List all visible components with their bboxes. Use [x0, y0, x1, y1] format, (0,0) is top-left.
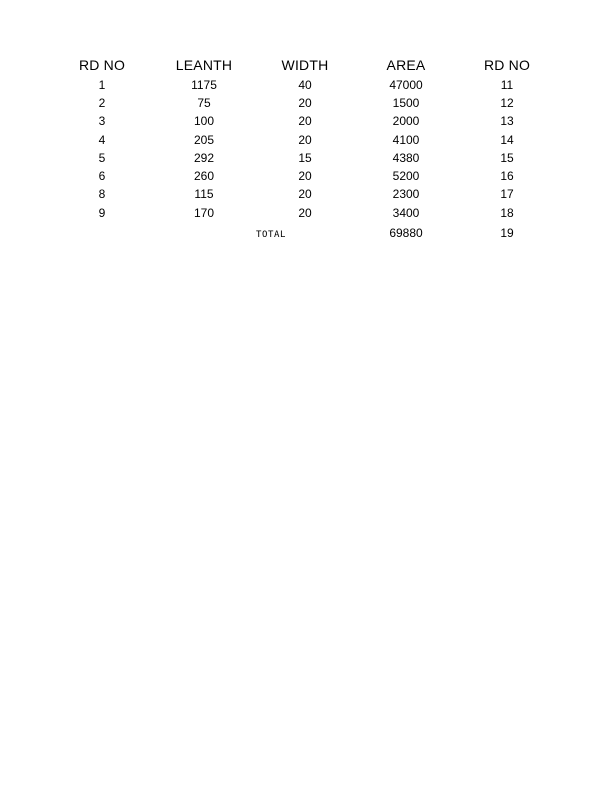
cell-length: 115 — [194, 187, 214, 201]
header-width: WIDTH — [281, 57, 329, 73]
cell-area: 5200 — [392, 169, 420, 183]
cell-rd-no: 3 — [98, 114, 106, 128]
cell-rd-no-right: 14 — [500, 133, 514, 147]
cell-area: 4380 — [392, 151, 420, 165]
cell-area: 2300 — [392, 187, 420, 201]
cell-length: 1175 — [191, 78, 217, 92]
header-length: LEANTH — [175, 57, 233, 73]
cell-rd-no-right: 15 — [500, 151, 514, 165]
cell-length: 100 — [193, 114, 215, 128]
cell-rd-no: 2 — [98, 96, 106, 110]
cell-width: 20 — [298, 133, 312, 147]
cell-rd-no-right: 13 — [500, 114, 514, 128]
total-area: 69880 — [389, 226, 423, 240]
cell-width: 20 — [298, 169, 312, 183]
cell-width: 40 — [298, 78, 312, 92]
cell-length: 75 — [197, 96, 211, 110]
cell-area: 4100 — [392, 133, 420, 147]
cell-rd-no: 8 — [98, 187, 106, 201]
cell-width: 20 — [298, 187, 312, 201]
cell-rd-no: 1 — [98, 78, 106, 92]
cell-rd-no-right: 11 — [500, 78, 514, 92]
total-rd-no: 19 — [500, 226, 514, 240]
cell-length: 205 — [193, 133, 215, 147]
cell-width: 20 — [298, 96, 312, 110]
cell-rd-no-right: 18 — [500, 206, 514, 220]
cell-rd-no-right: 17 — [500, 187, 514, 201]
cell-width: 20 — [298, 114, 312, 128]
cell-area: 1500 — [392, 96, 420, 110]
cell-rd-no-right: 16 — [500, 169, 514, 183]
header-rd-no-left: RD NO — [78, 57, 126, 73]
cell-area: 47000 — [389, 78, 423, 92]
cell-rd-no: 6 — [98, 169, 106, 183]
total-label: TOTAL — [255, 230, 287, 240]
cell-length: 170 — [193, 206, 215, 220]
cell-width: 15 — [298, 151, 312, 165]
cell-length: 292 — [193, 151, 215, 165]
cell-length: 260 — [193, 169, 215, 183]
header-area: AREA — [386, 57, 426, 73]
cell-rd-no-right: 12 — [500, 96, 514, 110]
cell-area: 3400 — [392, 206, 420, 220]
cell-rd-no: 5 — [98, 151, 106, 165]
cell-area: 2000 — [392, 114, 420, 128]
cell-width: 20 — [298, 206, 312, 220]
cell-rd-no: 4 — [98, 133, 106, 147]
cell-rd-no: 9 — [98, 206, 106, 220]
header-rd-no-right: RD NO — [483, 57, 531, 73]
